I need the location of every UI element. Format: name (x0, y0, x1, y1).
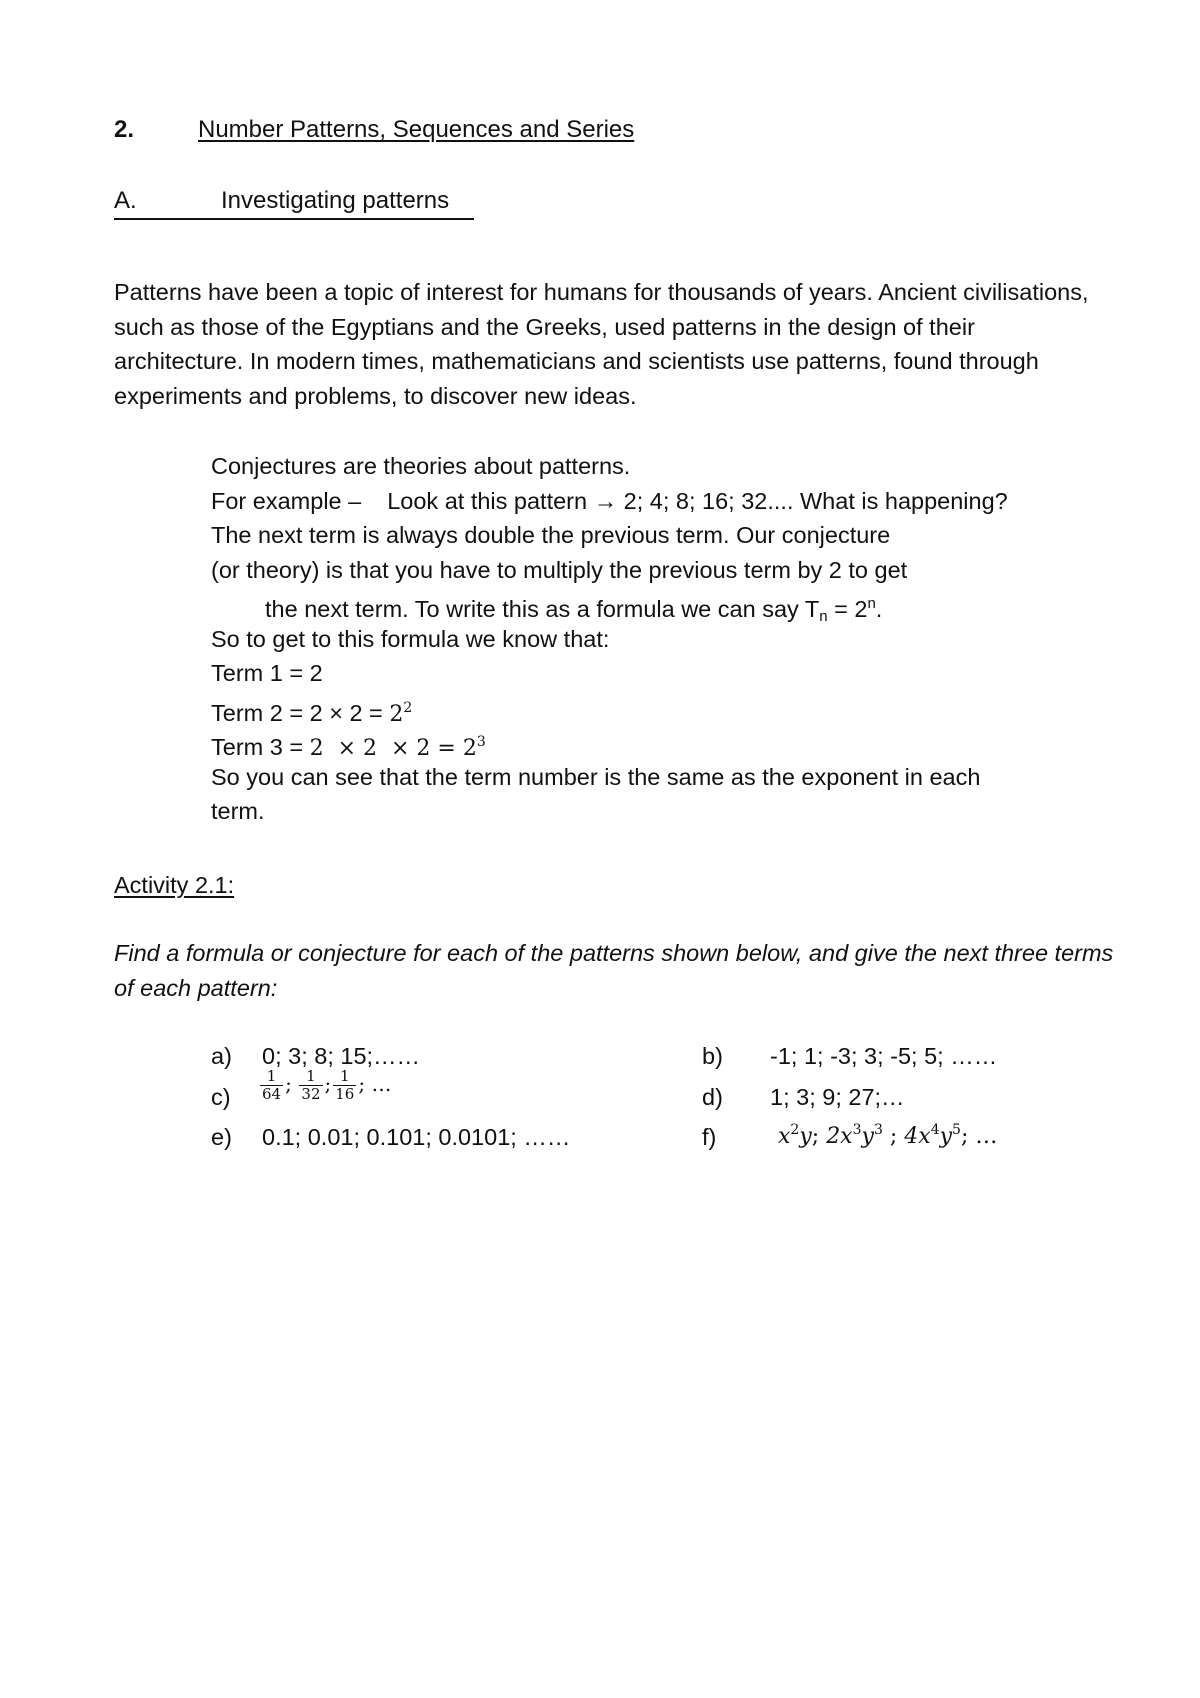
item-a-value: 0; 3; 8; 15;…… (262, 1043, 421, 1069)
fraction-1-16 (333, 1068, 356, 1103)
item-c-label: c) (211, 1084, 231, 1110)
term-2-line (211, 691, 1008, 726)
conjecture-line-2 (211, 484, 1008, 519)
conjecture-line-6: So to get to this formula we know that: (211, 625, 610, 652)
item-c-value (258, 1068, 391, 1103)
formula-equals: = 2 (827, 596, 868, 622)
fraction-3-denominator: 16 (335, 1085, 355, 1103)
term-3-text: Term 3 = (211, 734, 310, 760)
fraction-separator-2: ; (324, 1071, 332, 1096)
fraction-1-numerator: 1 (260, 1068, 283, 1086)
term-2-text: Term 2 = 2 × 2 = (211, 699, 390, 726)
formula-text: the next term. To write this as a formula we can say T (265, 596, 820, 622)
fraction-tail: ; … (358, 1071, 392, 1096)
section-title: Number Patterns, Sequences and Series (198, 116, 635, 143)
item-f-label: f) (702, 1124, 717, 1150)
f-sep1: ; (811, 1124, 827, 1149)
section-heading (114, 116, 634, 144)
item-d-label: d) (702, 1084, 723, 1110)
example-label: For example – (211, 487, 362, 514)
intro-text: Patterns have been a topic of interest for humans for thousands of years. Ancient civilisations, such as those of the Egyptians and the Greeks, used patterns in the design of their architecture. In modern times, mathematicians and scientists use patterns, found through experiments and problems, to discover new ideas. (114, 279, 1089, 409)
conjecture-line-4: (or theory) is that you have to multiply the previous term by 2 to get (211, 556, 908, 583)
fraction-2-numerator: 1 (299, 1068, 322, 1086)
f-term2-coef-x: 2x (826, 1124, 853, 1149)
item-d-value: 1; 3; 9; 27;… (770, 1084, 905, 1110)
section-number: 2. (114, 116, 135, 143)
f-tail: ; … (960, 1124, 998, 1149)
term-2-exponent: 2 (403, 699, 413, 716)
f-term3-y: y (939, 1124, 953, 1149)
f-term3-y-exp: 5 (952, 1122, 961, 1138)
activity-instruction: Find a formula or conjecture for each of the patterns shown below, and give the next three terms of each pattern: (114, 940, 1114, 1001)
item-f-value (778, 1122, 997, 1149)
activity-title: Activity 2.1: (114, 872, 235, 898)
conjecture-line-1: Conjectures are theories about patterns. (211, 453, 631, 479)
f-term1-x: x (778, 1124, 791, 1149)
conjecture-line-10: So you can see that the term number is the same as the exponent in each (211, 763, 981, 790)
f-term2-y-exp: 3 (873, 1122, 883, 1138)
f-sep2: ; (882, 1124, 905, 1149)
item-b-value: -1; 1; -3; 3; -5; 5; …… (770, 1043, 998, 1069)
intro-paragraph (114, 275, 1094, 413)
term-2-base: 2 (389, 701, 404, 727)
fraction-2-denominator: 32 (301, 1085, 321, 1103)
formula-subscript: n (819, 608, 828, 625)
item-e-value: 0.1; 0.01; 0.101; 0.0101; …… (262, 1124, 571, 1150)
formula-exponent: n (867, 595, 876, 612)
f-term3-x-exp: 4 (930, 1122, 940, 1138)
example-pattern: Look at this pattern → 2; 4; 8; 16; 32.... What is happening? (387, 487, 1008, 514)
term-3-math: 2 × 2 × 2 = 2 (309, 736, 477, 761)
subsection-heading (114, 187, 474, 220)
term-1-line: Term 1 = 2 (211, 660, 323, 686)
item-e-label: e) (211, 1124, 232, 1150)
item-b-label: b) (702, 1043, 723, 1069)
f-term3-coef-x: 4x (904, 1124, 931, 1149)
conjecture-line-3: The next term is always double the previous term. Our conjecture (211, 522, 891, 548)
conjecture-line-11: term. (211, 798, 265, 824)
fraction-1-32 (299, 1068, 322, 1103)
term-3-exponent: 3 (476, 734, 486, 750)
f-term1-x-exp: 2 (790, 1122, 800, 1138)
fraction-1-64 (260, 1068, 283, 1103)
fraction-separator-1: ; (285, 1071, 292, 1096)
subsection-letter: A. (114, 187, 137, 214)
conjecture-block (211, 449, 1008, 829)
f-term2-x-exp: 3 (852, 1122, 862, 1138)
conjecture-line-5 (211, 587, 1008, 625)
f-term2-y: y (861, 1124, 874, 1149)
fraction-3-numerator: 1 (333, 1068, 356, 1086)
formula-period: . (875, 596, 883, 622)
term-3-line (211, 725, 1008, 760)
fraction-1-denominator: 64 (262, 1085, 282, 1103)
subsection-title: Investigating patterns (221, 187, 450, 214)
item-a-label: a) (211, 1043, 232, 1069)
f-term1-y: y (799, 1124, 812, 1149)
